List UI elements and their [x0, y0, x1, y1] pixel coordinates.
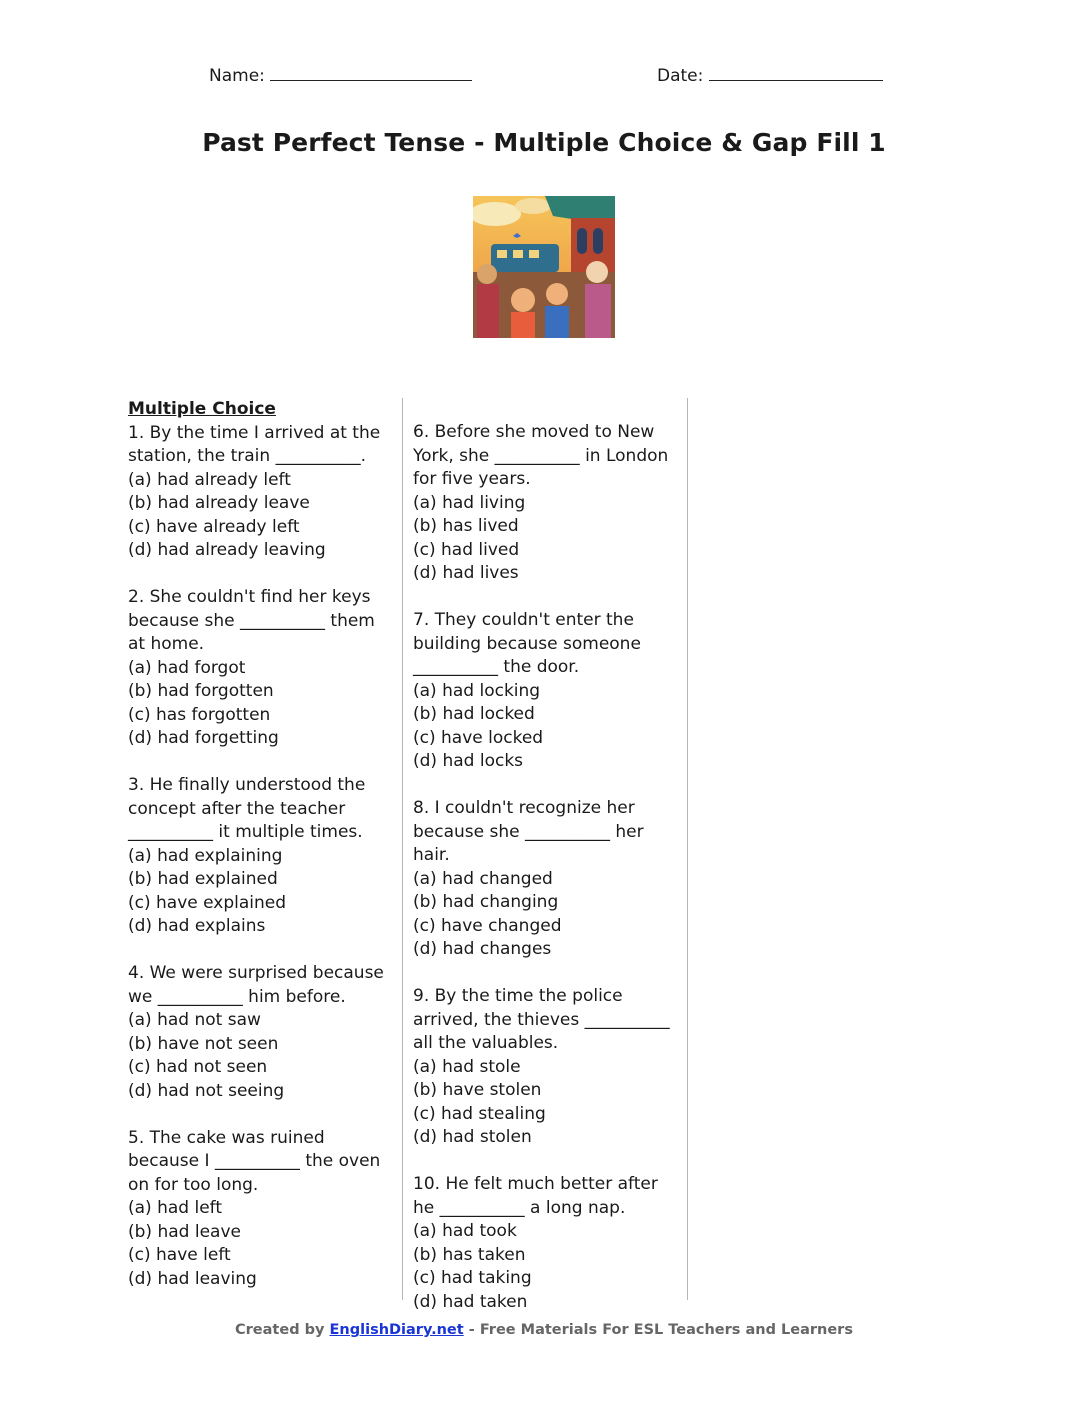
footer-prefix: Created by	[235, 1322, 325, 1338]
option-d[interactable]: (d) had already leaving	[128, 540, 326, 560]
question-3	[128, 774, 390, 939]
option-d[interactable]: (d) had explains	[128, 916, 266, 936]
option-b[interactable]: (b) have stolen	[413, 1080, 542, 1100]
name-blank[interactable]	[270, 64, 472, 81]
questions-column-left	[128, 398, 390, 1291]
question-4	[128, 962, 390, 1103]
option-d[interactable]: (d) had forgetting	[128, 728, 279, 748]
option-b[interactable]: (b) has taken	[413, 1244, 526, 1265]
option-a[interactable]: (a) had stole	[413, 1056, 521, 1077]
question-2	[128, 586, 390, 751]
option-a[interactable]: (a) had explaining	[128, 845, 283, 866]
footer-link[interactable]: EnglishDiary.net	[329, 1322, 464, 1338]
option-c[interactable]: (c) have already left	[128, 516, 300, 537]
question-text: 6. Before she moved to New York, she __________ in London for five years.	[413, 422, 669, 489]
option-b[interactable]: (b) had locked	[413, 704, 535, 724]
section-heading: Multiple Choice	[128, 399, 276, 419]
option-c[interactable]: (c) had lived	[413, 539, 520, 560]
option-b[interactable]: (b) have not seen	[128, 1033, 279, 1054]
question-text: 9. By the time the police arrived, the thieves __________ all the valuables.	[413, 986, 670, 1053]
page-title: Past Perfect Tense - Multiple Choice & Gap Fill 1	[202, 128, 886, 157]
questions-column-right	[413, 421, 681, 1314]
option-a[interactable]: (a) had living	[413, 492, 526, 513]
column-divider-left	[402, 398, 403, 1300]
option-b[interactable]: (b) had already leave	[128, 493, 310, 513]
question-5	[128, 1127, 390, 1292]
date-label: Date:	[657, 66, 704, 86]
question-8	[413, 797, 681, 962]
question-text: 5. The cake was ruined because I __________ the oven on for too long.	[128, 1127, 381, 1195]
question-9	[413, 985, 681, 1150]
option-b[interactable]: (b) had leave	[128, 1221, 241, 1242]
date-blank[interactable]	[709, 64, 883, 81]
option-d[interactable]: (d) had leaving	[128, 1268, 257, 1289]
train-station-illustration	[473, 196, 615, 338]
option-d[interactable]: (d) had lives	[413, 563, 519, 583]
option-d[interactable]: (d) had locks	[413, 751, 524, 771]
option-b[interactable]: (b) had changing	[413, 892, 559, 912]
question-text: 10. He felt much better after he __________ a long nap.	[413, 1174, 658, 1218]
question-text: 1. By the time I arrived at the station, the train __________.	[128, 422, 381, 466]
footer	[0, 1322, 1088, 1338]
option-a[interactable]: (a) had not saw	[128, 1010, 261, 1030]
option-b[interactable]: (b) has lived	[413, 516, 519, 536]
option-a[interactable]: (a) had changed	[413, 868, 553, 889]
option-a[interactable]: (a) had forgot	[128, 657, 246, 678]
name-label: Name:	[209, 66, 265, 86]
option-c[interactable]: (c) had taking	[413, 1268, 532, 1288]
question-text: 4. We were surprised because we __________ him before.	[128, 963, 384, 1007]
option-c[interactable]: (c) have locked	[413, 727, 544, 748]
question-text: 2. She couldn't find her keys because she __________ them at home.	[128, 587, 375, 654]
question-text: 7. They couldn't enter the building because someone __________ the door.	[413, 610, 641, 677]
option-a[interactable]: (a) had already left	[128, 469, 291, 490]
question-7	[413, 609, 681, 774]
option-b[interactable]: (b) had explained	[128, 869, 278, 889]
footer-suffix: - Free Materials For ESL Teachers and Learners	[468, 1322, 853, 1338]
option-b[interactable]: (b) had forgotten	[128, 681, 274, 701]
option-d[interactable]: (d) had not seeing	[128, 1080, 285, 1101]
option-c[interactable]: (c) have explained	[128, 892, 287, 913]
option-d[interactable]: (d) had stolen	[413, 1127, 532, 1147]
option-c[interactable]: (c) had not seen	[128, 1057, 268, 1077]
option-c[interactable]: (c) have changed	[413, 915, 562, 936]
column-divider-right	[687, 398, 688, 1300]
question-1	[128, 422, 390, 563]
option-c[interactable]: (c) had stealing	[413, 1103, 546, 1124]
question-text: 3. He finally understood the concept after the teacher __________ it multiple times.	[128, 775, 366, 842]
option-a[interactable]: (a) had took	[413, 1221, 517, 1241]
option-c[interactable]: (c) has forgotten	[128, 704, 271, 725]
name-field[interactable]	[209, 64, 472, 86]
option-c[interactable]: (c) have left	[128, 1245, 231, 1265]
question-text: 8. I couldn't recognize her because she __________ her hair.	[413, 798, 644, 865]
option-a[interactable]: (a) had left	[128, 1198, 223, 1218]
option-a[interactable]: (a) had locking	[413, 680, 541, 701]
date-field[interactable]	[657, 64, 883, 86]
option-d[interactable]: (d) had changes	[413, 939, 552, 959]
question-6	[413, 421, 681, 586]
question-10	[413, 1173, 681, 1314]
option-d[interactable]: (d) had taken	[413, 1291, 528, 1312]
